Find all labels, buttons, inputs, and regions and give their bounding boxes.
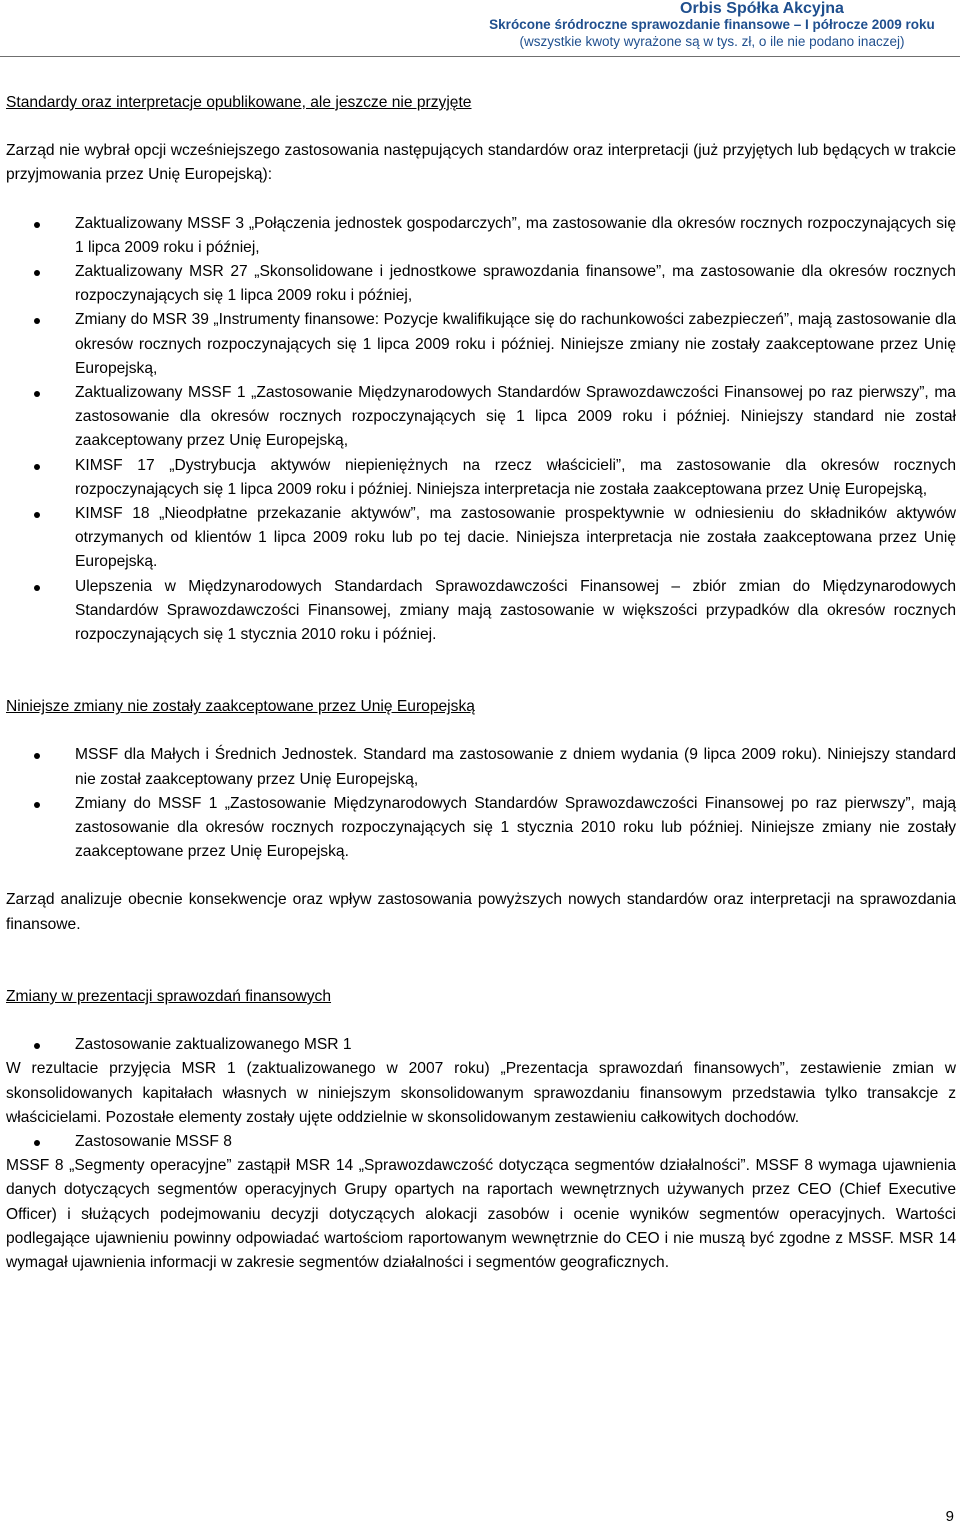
header-company: Orbis Spółka Akcyjna xyxy=(680,0,844,17)
bullet-icon xyxy=(34,464,40,470)
header-divider xyxy=(0,56,960,57)
document-body xyxy=(6,91,956,1275)
bullet-icon xyxy=(34,1140,40,1146)
section1-intro: Zarząd nie wybrał opcji wcześniejszego zastosowania następujących standardów oraz interpretacji (już przyjętych lub będących w trakcie przyjmowania przez Unię Europejską): xyxy=(6,142,956,184)
section3-paragraph-2: MSSF 8 „Segmenty operacyjne” zastąpił MSR 14 „Sprawozdawczość dotycząca segmentów działalności”. MSSF 8 wymaga ujawnienia danych dotyczących segmentów operacyjnych Grupy opartych na raportach wewnętrznych używanych przez CEO (Chief Executive Officer) i służących podejmowaniu decyzji dotyczących alokacji zasobów i ocenie wyników segmentów operacyjnych. Wartości podlegające ujawnieniu powinny odpowiadać wartościom raportowanym wewnętrznie do CEO i nie muszą być zgodne z MSSF. MSR 14 wymagał ujawnienia informacji w zakresie segmentów działalności i segmentów geograficznych. xyxy=(6,1157,956,1271)
bullet-icon xyxy=(34,512,40,518)
list-item: Zastosowanie MSSF 8 xyxy=(6,1130,956,1154)
section3-list-2 xyxy=(6,1130,956,1154)
header-title: Skrócone śródroczne sprawozdanie finansowe – I półrocze 2009 roku xyxy=(489,17,935,32)
list-item: Zaktualizowany MSSF 1 „Zastosowanie Międzynarodowych Standardów Sprawozdawczości Finansowej po raz pierwszy”, ma zastosowanie dla okresów rocznych rozpoczynających się 1 lipca 2009 roku i później. Niniejszy standard nie został zaakceptowany przez Unię Europejską, xyxy=(6,381,956,454)
list-item: Zmiany do MSSF 1 „Zastosowanie Międzynarodowych Standardów Sprawozdawczości Finansowej po raz pierwszy”, mają zastosowanie dla okresów rocznych rozpoczynających się 1 stycznia 2010 roku lub później. Niniejsze zmiany nie zostały zaakceptowane przez Unię Europejską. xyxy=(6,792,956,865)
section2-list xyxy=(6,743,956,864)
page-header xyxy=(0,0,960,52)
bullet-icon xyxy=(34,270,40,276)
bullet-icon xyxy=(34,318,40,324)
section2-heading: Niniejsze zmiany nie zostały zaakceptowane przez Unię Europejską xyxy=(6,698,475,716)
list-item: MSSF dla Małych i Średnich Jednostek. Standard ma zastosowanie z dniem wydania (9 lipca 2009 roku). Niniejszy standard nie został zaakceptowany przez Unię Europejską, xyxy=(6,743,956,791)
list-item: Zaktualizowany MSSF 3 „Połączenia jednostek gospodarczych”, ma zastosowanie dla okresów rocznych rozpoczynających się 1 lipca 2009 roku i później, xyxy=(6,212,956,260)
bullet-icon xyxy=(34,1043,40,1049)
list-item: Ulepszenia w Międzynarodowych Standardach Sprawozdawczości Finansowej – zbiór zmian do Międzynarodowych Standardów Sprawozdawczości Finansowej, zmiany mają zastosowanie w większości przypadków dla okresów rocznych rozpoczynających się 1 stycznia 2010 roku i później. xyxy=(6,575,956,648)
bullet-icon xyxy=(34,585,40,591)
bullet-icon xyxy=(34,753,40,759)
section2-closing: Zarząd analizuje obecnie konsekwencje oraz wpływ zastosowania powyższych nowych standardów oraz interpretacji na sprawozdania finansowe. xyxy=(6,891,956,933)
section3-paragraph-1: W rezultacie przyjęcia MSR 1 (zaktualizowanego w 2007 roku) „Prezentacja sprawozdań finansowych”, zestawienie zmian w skonsolidowanych kapitałach własnych w niniejszym skonsolidowanym sprawozdaniu finansowym przedstawia tylko transakcje z właścicielami. Pozostałe elementy zostały ujęte oddzielnie w skonsolidowanym zestawieniu całkowitych dochodów. xyxy=(6,1060,956,1126)
header-subtitle: (wszystkie kwoty wyrażone są w tys. zł, o ile nie podano inaczej) xyxy=(519,34,905,49)
list-item: KIMSF 17 „Dystrybucja aktywów niepieniężnych na rzecz właścicieli”, ma zastosowanie dla okresów rocznych rozpoczynających się 1 lipca 2009 roku i później. Niniejsza interpretacja nie została zaakceptowana przez Unię Europejską, xyxy=(6,454,956,502)
page-number: 9 xyxy=(945,1508,954,1525)
section1-heading: Standardy oraz interpretacje opublikowane, ale jeszcze nie przyjęte xyxy=(6,94,472,111)
bullet-icon xyxy=(34,802,40,808)
list-item: KIMSF 18 „Nieodpłatne przekazanie aktywów”, ma zastosowanie prospektywnie w odniesieniu do składników aktywów otrzymanych od klientów 1 lipca 2009 roku lub po tej dacie. Niniejsza interpretacja nie została zaakceptowana przez Unię Europejską. xyxy=(6,502,956,575)
list-item: Zaktualizowany MSR 27 „Skonsolidowane i jednostkowe sprawozdania finansowe”, ma zastosowanie dla okresów rocznych rozpoczynających się 1 lipca 2009 roku i później, xyxy=(6,260,956,308)
bullet-icon xyxy=(34,222,40,228)
bullet-icon xyxy=(34,391,40,397)
section1-list xyxy=(6,212,956,648)
section3-heading: Zmiany w prezentacji sprawozdań finansowych xyxy=(6,987,332,1005)
list-item: Zastosowanie zaktualizowanego MSR 1 xyxy=(6,1033,956,1057)
section3-list-1 xyxy=(6,1033,956,1057)
list-item: Zmiany do MSR 39 „Instrumenty finansowe: Pozycje kwalifikujące się do rachunkowości zabezpieczeń”, mają zastosowanie dla okresów rocznych rozpoczynających się 1 lipca 2009 roku i później. Niniejsze zmiany nie zostały zaakceptowane przez Unię Europejską, xyxy=(6,308,956,381)
